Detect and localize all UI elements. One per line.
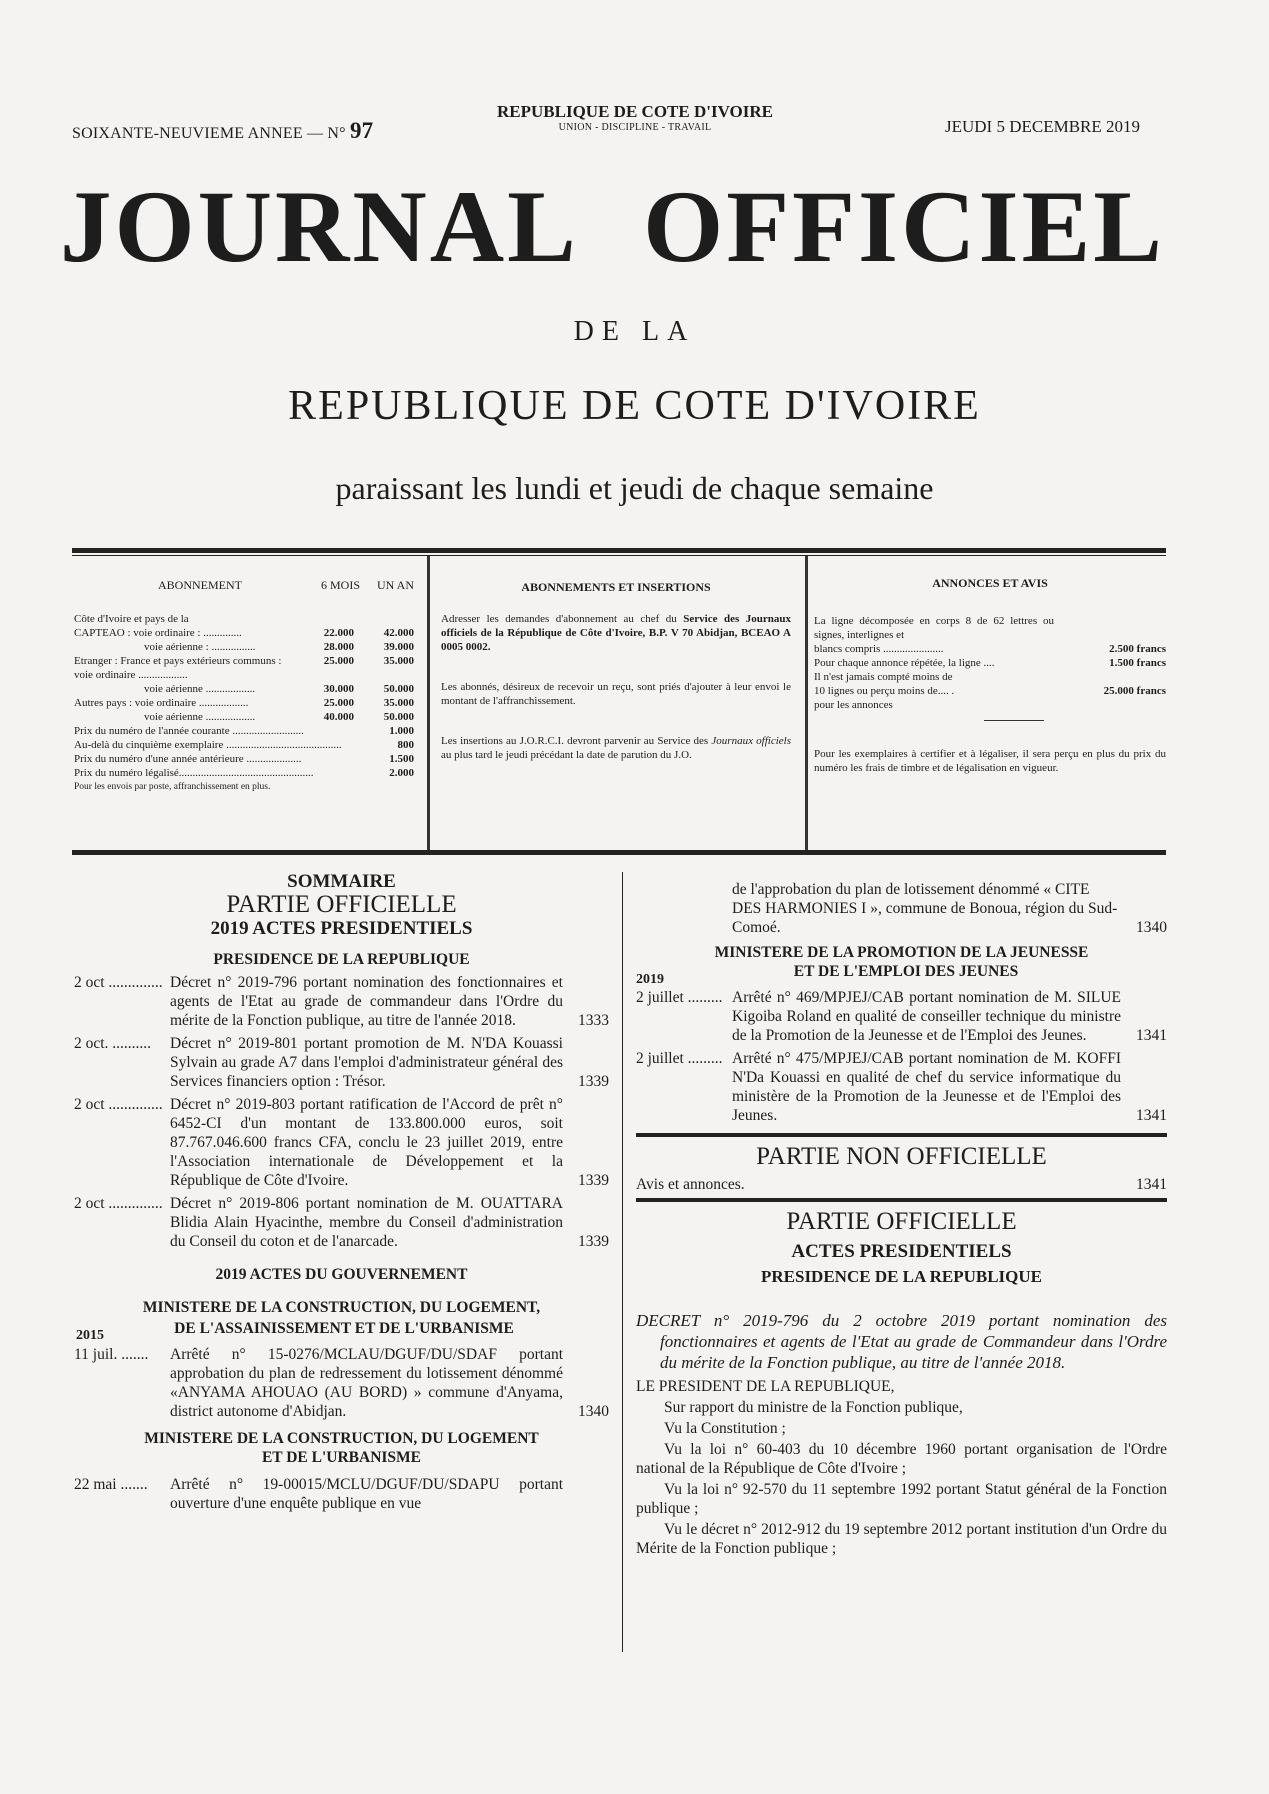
inserts-p2: Les abonnés, désireux de recevoir un reçu, sont priés d'ajouter à leur envoi le montant de l'affranchissement. (441, 681, 791, 707)
table-row (74, 752, 414, 766)
vu-paragraph: Vu le décret n° 2012-912 du 19 septembre 2012 portant institution d'un Ordre du Mérite de la Fonction publique ; (636, 1521, 1167, 1557)
year-2015: 2015 (76, 1328, 104, 1343)
table-row (74, 766, 414, 780)
year-label: SOIXANTE-NEUVIEME ANNEE — N° (72, 125, 346, 142)
right-column (636, 880, 1167, 1558)
inserts-p1-address: Service des Journaux officiels de la République de Côte d'Ivoire, B.P. V 70 Abidjan, BCEAO A 0005 0002. (441, 613, 791, 653)
subscription-label: Etranger : France et pays extérieurs communs : voie ordinaire .................. (74, 655, 282, 681)
subscription-1y: 35.000 (383, 655, 414, 667)
annonces-row1-label: blancs compris ...................... (814, 643, 944, 655)
entry-text: Décret n° 2019-806 portant nomination de M. OUATTARA Blidia Alain Hyacinthe, membre du Conseil d'administration du Conseil du coton et de l'anarcade. (170, 1195, 563, 1250)
subscription-1y: 35.000 (383, 697, 414, 709)
table-row (74, 696, 414, 710)
inserts-p3 (441, 734, 791, 762)
subscription-label: voie aérienne : ................ (144, 641, 256, 653)
table-row (74, 626, 414, 640)
entry-date: 2 juillet ......... (636, 989, 723, 1006)
annonces-row3 (814, 684, 1166, 698)
year-2019: 2019 (636, 972, 664, 987)
annonces-row2 (814, 656, 1166, 670)
entry-date-empty (636, 880, 732, 937)
issue-info (72, 118, 373, 144)
entry-text: Décret n° 2019-796 portant nomination des fonctionnaires et agents de l'Etat au grade de commandeur dans l'Ordre du mérite de la Fonction publique, au titre de l'année 2018. (170, 974, 563, 1029)
entry-page: 1339 (578, 1073, 609, 1090)
price-label: Prix du numéro d'une année antérieure .................... (74, 753, 302, 765)
subscription-6m: 30.000 (323, 683, 354, 695)
masthead-de-la: DE LA (573, 316, 696, 347)
bottom-rule (72, 850, 1166, 855)
subscription-box (74, 560, 414, 846)
annonces-row1 (814, 642, 1166, 656)
entry-page: 1340 (578, 1403, 609, 1420)
annonces-box (814, 560, 1166, 846)
republic-name: REPUBLIQUE DE COTE D'IVOIRE (497, 102, 773, 121)
ministry-jeunesse-title-b: ET DE L'EMPLOI DES JEUNES (793, 963, 1019, 980)
price-value: 2.000 (389, 767, 414, 779)
vu-paragraph: Sur rapport du ministre de la Fonction publique, (664, 1399, 963, 1416)
list-item (636, 1175, 1167, 1194)
ministry-jeunesse-row (636, 962, 1167, 987)
ministry-construction-title-b: DE L'ASSAINISSEMENT ET DE L'URBANISME (174, 1320, 514, 1337)
list-item (636, 1049, 1167, 1125)
actes-presidentiels-title-2: ACTES PRESIDENTIELS (791, 1241, 1012, 1262)
republic-header (470, 102, 800, 133)
table-row (74, 682, 414, 696)
subscription-label: voie aérienne .................. (144, 683, 256, 695)
list-item (74, 1194, 609, 1251)
list-item (74, 973, 609, 1030)
postage-note: Pour les envois par poste, affranchissement en plus. (74, 782, 271, 792)
entry-page: 1341 (1136, 1176, 1167, 1193)
national-motto: UNION - DISCIPLINE - TRAVAIL (558, 122, 712, 133)
subscription-label: Autres pays : voie ordinaire .................. (74, 697, 249, 709)
subscription-1y: 42.000 (383, 627, 414, 639)
table-row (74, 640, 414, 654)
annonces-l1: La ligne décomposée en corps 8 de 62 lettres ou signes, interlignes et (814, 615, 1054, 641)
entry-date: 2 oct .............. (74, 1195, 163, 1212)
subscription-6m: 25.000 (323, 655, 354, 667)
inserts-p3-b: Journaux officiels (711, 735, 791, 747)
subscription-1y: 50.000 (383, 711, 414, 723)
annonces-l3: pour les annonces (814, 699, 893, 711)
entry-text: Arrêté n° 469/MPJEJ/CAB portant nomination de M. SILUE Kigoiba Roland en qualité de conseiller technique du ministre de la Promotion de la Jeunesse et de l'Emploi des Jeunes. (732, 989, 1121, 1044)
ministry-construction-row (74, 1317, 609, 1341)
subscription-region: Côte d'Ivoire et pays de la (74, 613, 189, 625)
list-item (74, 1345, 609, 1421)
table-row (74, 738, 414, 752)
vus-list (636, 1398, 1167, 1558)
entry-text: de l'approbation du plan de lotissement dénommé « CITE DES HARMONIES I », commune de Bonoua, région du Sud-Comoé. (732, 881, 1118, 936)
subscription-6m: 40.000 (323, 711, 354, 723)
annonces-row2-label: Pour chaque annonce répétée, la ligne .... (814, 657, 995, 669)
president-line: LE PRESIDENT DE LA REPUBLIQUE, (636, 1378, 895, 1395)
price-value: 1.500 (389, 753, 414, 765)
entry-text: Décret n° 2019-801 portant promotion de M. N'DA Kouassi Sylvain au grade A7 dans l'emploi d'administrateur général des Services financiers option : Trésor. (170, 1035, 563, 1090)
entry-date: 2 oct. .......... (74, 1035, 152, 1052)
partie-officielle-title: PARTIE OFFICIELLE (226, 891, 457, 918)
list-item (74, 1034, 609, 1091)
inserts-p1-text: Adresser les demandes d'abonnement au chef du (441, 613, 677, 625)
box-divider-1 (427, 556, 430, 850)
masthead-country: REPUBLIQUE DE COTE D'IVOIRE (288, 383, 981, 429)
entry-date: 2 oct .............. (74, 1096, 163, 1113)
entry-text: Décret n° 2019-803 portant ratification de l'Accord de prêt n° 6452-CI d'un montant de 133.800.000 euros, soit 87.767.046.600 francs CFA, conclu le 23 juillet 2019, entre l'Association internationale de Développement et la République de Côte d'Ivoire. (170, 1096, 563, 1189)
annonces-title: ANNONCES ET AVIS (932, 576, 1048, 590)
subscription-label: CAPTEAO : voie ordinaire : .............. (74, 627, 242, 639)
price-label: Au-delà du cinquième exemplaire .......................................... (74, 739, 342, 751)
partie-non-officielle-title: PARTIE NON OFFICIELLE (756, 1143, 1047, 1170)
list-item (636, 880, 1167, 937)
inserts-title: ABONNEMENTS ET INSERTIONS (521, 580, 711, 594)
col-6-mois: 6 MOIS (320, 578, 360, 592)
publication-frequency: paraissant les lundi et jeudi de chaque semaine (335, 470, 934, 506)
table-row (74, 724, 414, 738)
sommaire-column (74, 872, 609, 1513)
entry-page: 1341 (1136, 1027, 1167, 1044)
table-row (74, 654, 414, 682)
entry-text: Arrêté n° 475/MPJEJ/CAB portant nomination de M. KOFFI N'Da Kouassi en qualité de chef du service informatique du ministère de la Promotion de la Jeunesse et de l'Emploi des Jeunes. (732, 1050, 1121, 1124)
inserts-box (441, 560, 791, 846)
entry-page: 1339 (578, 1172, 609, 1189)
left-entries (74, 973, 609, 1251)
entry-text: Arrêté n° 19-00015/MCLU/DGUF/DU/SDAPU portant ouverture d'une enquête publique en vue (170, 1476, 563, 1512)
subscription-1y: 50.000 (383, 683, 414, 695)
annonces-divider (984, 720, 1044, 721)
rule-non-officielle (636, 1133, 1167, 1137)
issue-date: JEUDI 5 DECEMBRE 2019 (945, 117, 1141, 136)
entry-page: 1339 (578, 1233, 609, 1250)
price-value: 1.000 (389, 725, 414, 737)
inserts-p1 (441, 612, 791, 654)
subscription-label: voie aérienne .................. (144, 711, 256, 723)
table-row (74, 710, 414, 724)
vu-paragraph: Vu la loi n° 92-570 du 11 septembre 1992 portant Statut général de la Fonction publique ; (636, 1481, 1167, 1517)
subscription-rows (74, 626, 414, 724)
annonces-row3-value: 25.000 francs (1103, 685, 1166, 697)
annonces-row1-value: 2.500 francs (1109, 643, 1166, 655)
annonces-p2: Pour les exemplaires à certifier et à légaliser, il sera perçu en plus du prix du numéro les frais de timbre et de légalisation en vigueur. (814, 748, 1166, 774)
entry-page: 1341 (1136, 1107, 1167, 1124)
subscription-1y: 39.000 (383, 641, 414, 653)
vu-paragraph: Vu la Constitution ; (664, 1420, 786, 1437)
list-item (636, 988, 1167, 1045)
ministry-construction2-title-b: ET DE L'URBANISME (261, 1449, 422, 1466)
col-abonnement: ABONNEMENT (158, 578, 242, 592)
entry-date: 11 juil. ....... (74, 1346, 149, 1363)
actes-gouvernement-title: 2019 ACTES DU GOUVERNEMENT (215, 1266, 468, 1283)
price-label: Prix du numéro légalisé................................................. (74, 767, 314, 779)
subscription-6m: 25.000 (323, 697, 354, 709)
inserts-p3-c: au plus tard le jeudi précédant la date de parution du J.O. (441, 749, 692, 761)
partie-officielle-title-2: PARTIE OFFICIELLE (786, 1208, 1017, 1235)
issue-number: 97 (349, 118, 374, 143)
annonces-l2: Il n'est jamais compté moins de (814, 671, 953, 683)
column-divider (622, 872, 623, 1652)
sommaire-title: SOMMAIRE (287, 871, 396, 892)
col-un-an: UN AN (376, 578, 414, 592)
top-rule (72, 548, 1166, 553)
right-entries (636, 988, 1167, 1125)
rule-partie-officielle (636, 1198, 1167, 1202)
vu-paragraph: Vu la loi n° 60-403 du 10 décembre 1960 portant organisation de l'Ordre national de la République de Côte d'Ivoire ; (636, 1441, 1167, 1477)
avis-annonces: Avis et annonces. (636, 1176, 745, 1193)
annonces-row3-label: 10 lignes ou perçu moins de.... . (814, 685, 955, 697)
ministry-jeunesse-title-a: MINISTERE DE LA PROMOTION DE LA JEUNESSE (714, 944, 1089, 961)
entry-text: Arrêté n° 15-0276/MCLAU/DGUF/DU/SDAF portant approbation du plan de redressement du lotissement dénommé «ANYAMA AHOUAO (AU BORD) » commune d'Anyama, district autonome d'Abidjan. (170, 1346, 563, 1420)
list-item (74, 1475, 609, 1513)
annonces-row2-value: 1.500 francs (1109, 657, 1166, 669)
price-value: 800 (397, 739, 414, 751)
entry-page: 1333 (578, 1012, 609, 1029)
presidence-title-2: PRESIDENCE DE LA REPUBLIQUE (760, 1267, 1043, 1286)
presidence-title: PRESIDENCE DE LA REPUBLIQUE (213, 951, 470, 968)
top-rule-thin (72, 555, 1166, 556)
subscription-header (74, 578, 414, 592)
decree-title: DECRET n° 2019-796 du 2 octobre 2019 portant nomination des fonctionnaires et agents de l'Etat au grade de Commandeur dans l'Ordre du mérite de la Fonction publique, au titre de l'année 2018. (636, 1311, 1167, 1372)
inserts-p3-a: Les insertions au J.O.R.C.I. devront parvenir au Service des (441, 735, 709, 747)
ministry-construction2-title-a: MINISTERE DE LA CONSTRUCTION, DU LOGEMENT (144, 1430, 539, 1447)
ministry-construction-title-a: MINISTERE DE LA CONSTRUCTION, DU LOGEMENT, (142, 1299, 541, 1316)
box-divider-2 (805, 556, 808, 850)
entry-page: 1340 (1136, 919, 1167, 936)
entry-date: 22 mai ....... (74, 1476, 148, 1493)
subscription-6m: 28.000 (323, 641, 354, 653)
price-rows (74, 724, 414, 780)
price-label: Prix du numéro de l'année courante .......................... (74, 725, 304, 737)
actes-presidentiels-title: 2019 ACTES PRESIDENTIELS (210, 918, 473, 939)
entry-date: 2 juillet ......... (636, 1050, 723, 1067)
masthead-title: JOURNAL OFFICIEL (60, 170, 1165, 284)
list-item (74, 1095, 609, 1190)
entry-date: 2 oct .............. (74, 974, 163, 991)
subscription-6m: 22.000 (323, 627, 354, 639)
